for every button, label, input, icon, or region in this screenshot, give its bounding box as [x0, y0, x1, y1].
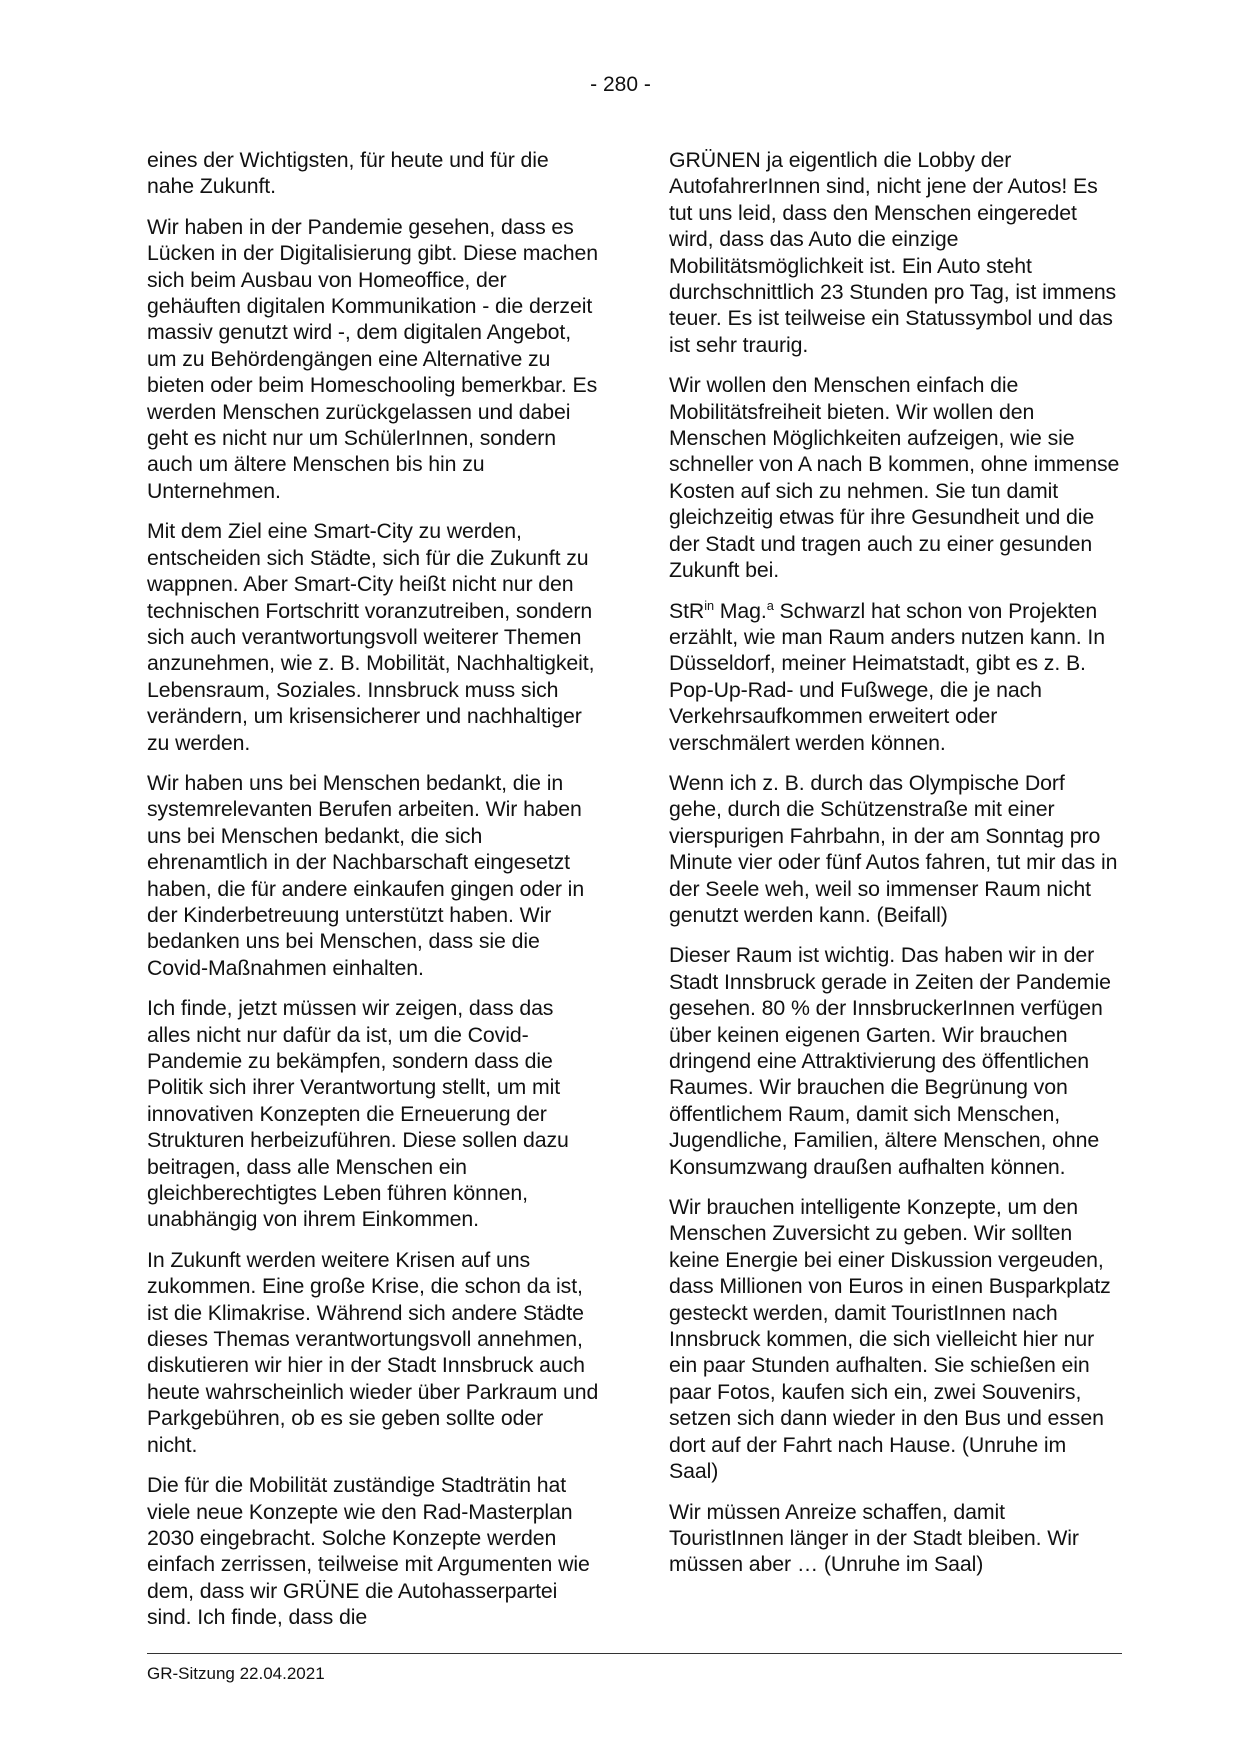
page-number: - 280 - — [590, 73, 651, 96]
speaker-reference-paragraph — [669, 598, 1121, 756]
speaker-paragraph-text: Schwarzl hat schon von Projekten erzählt, wie man Raum anders nutzen kann. In Düsseldorf, meiner Heimatstadt, gibt es z. B. Pop-Up-Rad- und Fußwege, die je nach Verkehrsaufkommen erweitert oder verschmälert werden können. — [669, 598, 1105, 755]
paragraph: Wir müssen Anreize schaffen, damit TouristInnen länger in der Stadt bleiben. Wir müssen aber … (Unruhe im Saal) — [669, 1499, 1079, 1577]
paragraph: Wir brauchen intelligente Konzepte, um den Menschen Zuversicht zu geben. Wir sollten keine Energie bei einer Diskussion vergeuden, dass Millionen von Euros in einen Busparkplatz gesteckt werden, damit TouristInnen nach Innsbruck kommen, die sich vielleicht hier nur ein paar Stunden aufhalten. Sie schießen ein paar Fotos, kaufen sich ein, zwei Souvenirs, setzen sich dann wieder in den Bus und essen dort auf der Fahrt nach Hause. (Unruhe im Saal) — [669, 1195, 1111, 1484]
speaker-degree-superscript: a — [766, 597, 774, 613]
paragraph: Wenn ich z. B. durch das Olympische Dorf gehe, durch die Schützenstraße mit einer vierspurigen Fahrbahn, in der am Sonntag pro Minute vier oder fünf Autos fahren, tut mir das in der Seele weh, weil so immenser Raum nicht genutzt werden kann. (Beifall) — [669, 770, 1118, 927]
paragraph: Ich finde, jetzt müssen wir zeigen, dass das alles nicht nur dafür da ist, um die Covid-Pandemie zu bekämpfen, sondern dass die Politik sich ihrer Verantwortung stellt, um mit innovativen Konzepten die Erneuerung der Strukturen herbeizuführen. Diese sollen dazu beitragen, dass alle Menschen ein gleichberechtigtes Leben führen können, unabhängig von ihrem Einkommen. — [147, 996, 569, 1232]
paragraph: Die für die Mobilität zuständige Stadträtin hat viele neue Konzepte wie den Rad-Masterplan 2030 eingebracht. Solche Konzepte werden einfach zerrissen, teilweise mit Argumenten wie dem, dass wir GRÜNE die Autohasserpartei sind. Ich finde, dass die — [147, 1473, 590, 1630]
footer-session-label: GR-Sitzung 22.04.2021 — [147, 1664, 325, 1683]
speaker-title: StR — [669, 598, 705, 623]
paragraph: Wir haben in der Pandemie gesehen, dass es Lücken in der Digitalisierung gibt. Diese machen sich beim Ausbau von Homeoffice, der gehäuften digitalen Kommunikation - die derzeit massiv genutzt wird -, dem digitalen Angebot, um zu Behördengängen eine Alternative zu bieten oder beim Homeschooling bemerkbar. Es werden Menschen zurückgelassen und dabei geht es nicht nur um SchülerInnen, sondern auch um ältere Menschen bis hin zu Unternehmen. — [147, 214, 598, 503]
right-text-column — [669, 147, 1121, 1592]
paragraph: Wir haben uns bei Menschen bedankt, die in systemrelevanten Berufen arbeiten. Wir haben uns bei Menschen bedankt, die sich ehrenamtlich in der Nachbarschaft eingesetzt haben, die für andere einkaufen gingen oder in der Kinderbetreuung unterstützt haben. Wir bedanken uns bei Menschen, dass sie die Covid-Maßnahmen einhalten. — [147, 770, 585, 980]
paragraph: Wir wollen den Menschen einfach die Mobilitätsfreiheit bieten. Wir wollen den Menschen Möglichkeiten aufzeigen, wie sie schneller von A nach B kommen, ohne immense Kosten auf sich zu nehmen. Sie tun damit gleichzeitig etwas für ihre Gesundheit und die der Stadt und tragen auch zu einer gesunden Zukunft bei. — [669, 373, 1120, 583]
left-text-column — [147, 147, 599, 1645]
speaker-title-superscript: in — [704, 597, 714, 613]
paragraph: In Zukunft werden weitere Krisen auf uns zukommen. Eine große Krise, die schon da ist, ist die Klimakrise. Während sich andere Städte dieses Themas verantwortungsvoll annehmen, diskutieren wir hier in der Stadt Innsbruck auch heute wahrscheinlich wieder über Parkraum und Parkgebühren, ob es sie geben sollte oder nicht. — [147, 1247, 599, 1457]
paragraph: GRÜNEN ja eigentlich die Lobby der AutofahrerInnen sind, nicht jene der Autos! Es tut uns leid, dass den Menschen eingeredet wird, dass das Auto die einzige Mobilitätsmöglichkeit ist. Ein Auto steht durchschnittlich 23 Stunden pro Tag, ist immens teuer. Es ist teilweise ein Statussymbol und das ist sehr traurig. — [669, 148, 1117, 357]
paragraph: Dieser Raum ist wichtig. Das haben wir in der Stadt Innsbruck gerade in Zeiten der Pandemie gesehen. 80 % der InnsbruckerInnen verfügen über keinen eigenen Garten. Wir brauchen dringend eine Attraktivierung des öffentlichen Raumes. Wir brauchen die Begrünung von öffentlichem Raum, damit sich Menschen, Jugendliche, Familien, ältere Menschen, ohne Konsumzwang draußen aufhalten können. — [669, 943, 1111, 1179]
speaker-degree: Mag. — [713, 598, 767, 623]
footer-divider — [147, 1653, 1122, 1654]
paragraph: Mit dem Ziel eine Smart-City zu werden, entscheiden sich Städte, sich für die Zukunft zu wappnen. Aber Smart-City heißt nicht nur den technischen Fortschritt voranzutreiben, sondern sich auch verantwortungsvoll weiterer Themen anzunehmen, wie z. B. Mobilität, Nachhaltigkeit, Lebensraum, Soziales. Innsbruck muss sich verändern, um krisensicherer und nachhaltiger zu werden. — [147, 519, 595, 755]
paragraph: eines der Wichtigsten, für heute und für die nahe Zukunft. — [147, 148, 549, 199]
